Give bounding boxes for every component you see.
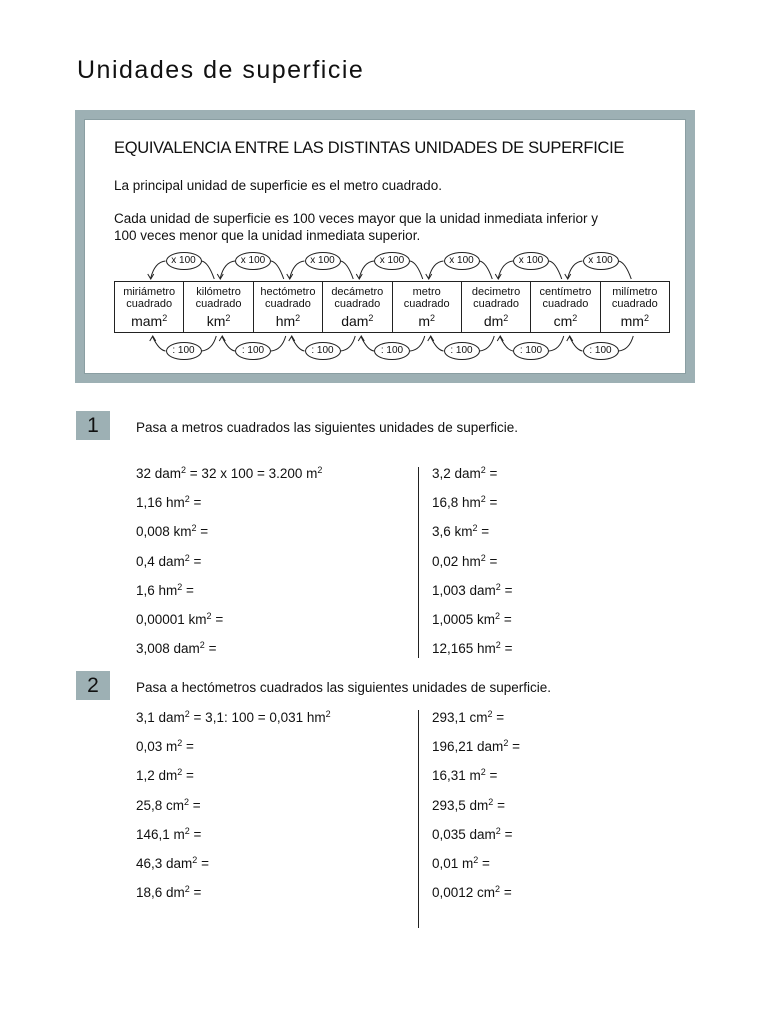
exercise-item: 25,8 $cm^2$ = bbox=[136, 796, 201, 813]
exercise-item: 293,5 $dm^2$ = bbox=[432, 796, 505, 813]
exercise-number: 2 bbox=[76, 671, 110, 700]
divide-arrowhead bbox=[428, 336, 434, 341]
divide-arrow bbox=[480, 336, 495, 351]
divide-label: : 100 bbox=[374, 342, 410, 360]
divide-arrowhead bbox=[567, 336, 573, 341]
unit-name: hectómetro bbox=[260, 285, 316, 298]
divide-arrowhead bbox=[497, 336, 503, 341]
exercise-item: 3,1 dam$^2$ = 3,1: 100 = 0,031 $hm^2$ bbox=[136, 709, 331, 725]
exercise-item: 0,01 $m^2$ = bbox=[432, 855, 490, 871]
multiply-arrow bbox=[619, 261, 632, 279]
unit-word: cuadrado bbox=[542, 298, 589, 310]
exercise-item: 18,6 $dm^2$ = bbox=[136, 884, 202, 901]
divide-label: : 100 bbox=[235, 342, 271, 360]
unit-name: decámetro bbox=[331, 285, 384, 298]
exercise-item: 3,008 dam$^2$ = bbox=[136, 640, 217, 657]
multiply-arrow bbox=[271, 261, 284, 279]
unit-symbol: $dm^2$ bbox=[483, 312, 509, 329]
exercise-item: 1,0005 $km^2$ = bbox=[432, 611, 512, 627]
exercise-item: 1,6 $hm^2$ = bbox=[136, 581, 194, 598]
multiply-arrow bbox=[549, 261, 562, 279]
divide-arrowhead bbox=[150, 336, 156, 341]
divide-label: : 100 bbox=[166, 342, 202, 360]
unit-word: cuadrado bbox=[265, 298, 311, 310]
unit-cell bbox=[601, 282, 669, 332]
exercise-prompt: Pasa a hectómetros cuadrados las siguientes unidades de superficie. bbox=[136, 680, 551, 695]
exercise-prompt: Pasa a metros cuadrados las siguientes unidades de superficie. bbox=[136, 420, 518, 435]
unit-name: centímetro bbox=[539, 285, 592, 298]
divide-label: : 100 bbox=[305, 342, 341, 360]
unit-name: kilómetro bbox=[196, 285, 241, 298]
multiply-label: x 100 bbox=[235, 252, 271, 270]
unit-symbol: $km^2$ bbox=[206, 312, 231, 329]
unit-cell bbox=[462, 282, 531, 332]
divide-arrow bbox=[341, 336, 356, 351]
divide-arrow bbox=[271, 336, 286, 351]
unit-name: miriámetro bbox=[123, 285, 176, 298]
multiply-label: x 100 bbox=[513, 252, 549, 270]
exercise-item: 0,00001 $km^2$ = bbox=[136, 611, 224, 627]
unit-cell bbox=[531, 282, 600, 332]
unit-symbol: $m^2$ bbox=[418, 312, 436, 329]
divide-arrow bbox=[202, 336, 217, 351]
exercise-item: 3,2 dam$^2$ = bbox=[432, 465, 498, 481]
divide-arrowhead bbox=[358, 336, 364, 341]
column-divider bbox=[418, 710, 419, 928]
exercise-item: 46,3 dam$^2$ = bbox=[136, 855, 209, 871]
divide-arrow bbox=[410, 336, 425, 351]
unit-cell bbox=[393, 282, 462, 332]
unit-word: cuadrado bbox=[126, 298, 173, 310]
multiply-arrow bbox=[202, 261, 215, 279]
exercise-item: 12,165 $hm^2$ = bbox=[432, 640, 513, 657]
divide-label: : 100 bbox=[513, 342, 549, 360]
unit-word: cuadrado bbox=[195, 298, 242, 310]
exercise-item: 1,16 $hm^2$ = bbox=[136, 494, 202, 511]
exercise-item: 32 dam$^2$ = 32 x 100 = 3.200 $m^2$ bbox=[136, 465, 323, 481]
box-heading: EQUIVALENCIA ENTRE LAS DISTINTAS UNIDADES DE SUPERFICIE bbox=[114, 139, 625, 157]
unit-symbol: $cm^2$ bbox=[553, 312, 578, 329]
divide-arrow bbox=[549, 336, 564, 351]
multiply-label: x 100 bbox=[374, 252, 410, 270]
box-line-1: La principal unidad de superficie es el metro cuadrado. bbox=[114, 178, 442, 193]
unit-cell bbox=[254, 282, 323, 332]
exercise-item: 0,008 $km^2$ = bbox=[136, 523, 209, 540]
unit-symbol: $hm^2$ bbox=[275, 312, 301, 329]
unit-word: cuadrado bbox=[611, 298, 658, 310]
unit-word: cuadrado bbox=[334, 298, 381, 310]
unit-symbol: dam$^2$ bbox=[341, 312, 374, 329]
unit-name: decimetro bbox=[471, 285, 521, 298]
unit-symbol: $mm^2$ bbox=[620, 312, 649, 329]
unit-cell bbox=[115, 282, 184, 332]
unit-cell bbox=[323, 282, 392, 332]
unit-symbol: mam$^2$ bbox=[131, 312, 168, 329]
unit-table bbox=[114, 281, 670, 333]
unit-word: cuadrado bbox=[403, 298, 450, 310]
unit-name: metro bbox=[412, 285, 441, 298]
exercise-item: 16,31 $m^2$ = bbox=[432, 767, 498, 784]
multiply-arrow bbox=[480, 261, 493, 279]
box-line-2: Cada unidad de superficie es 100 veces mayor que la unidad inmediata inferior y bbox=[114, 211, 599, 226]
divide-arrowhead bbox=[289, 336, 295, 341]
exercise-item: 146,1 $m^2$ = bbox=[136, 825, 202, 842]
divide-label: : 100 bbox=[444, 342, 480, 360]
exercise-item: 0,03 $m^2$ = bbox=[136, 738, 194, 755]
exercise-item: 1,003 dam$^2$ = bbox=[432, 581, 513, 598]
unit-name: milímetro bbox=[612, 285, 658, 298]
multiply-label: x 100 bbox=[583, 252, 619, 270]
multiply-label: x 100 bbox=[166, 252, 202, 270]
exercise-item: 3,6 $km^2$ = bbox=[432, 523, 490, 540]
multiply-arrow bbox=[410, 261, 423, 279]
divide-arrowhead bbox=[219, 336, 225, 341]
page-title: Unidades de superficie bbox=[77, 56, 365, 84]
exercise-item: 1,2 $dm^2$ = bbox=[136, 767, 194, 784]
exercise-number: 1 bbox=[76, 411, 110, 440]
exercise-item: 196,21 dam$^2$ = bbox=[432, 738, 520, 755]
exercise-item: 0,02 $hm^2$ = bbox=[432, 552, 498, 569]
exercise-item: 0,0012 $cm^2$ = bbox=[432, 884, 512, 901]
multiply-label: x 100 bbox=[444, 252, 480, 270]
box-line-3: 100 veces menor que la unidad inmediata superior. bbox=[114, 228, 421, 243]
exercise-item: 0,035 dam$^2$ = bbox=[432, 825, 513, 842]
column-divider bbox=[418, 467, 419, 658]
exercise-item: 16,8 $hm^2$ = bbox=[432, 494, 498, 511]
exercise-item: 0,4 dam$^2$ = bbox=[136, 552, 202, 569]
divide-arrow bbox=[619, 336, 634, 351]
unit-word: cuadrado bbox=[473, 298, 519, 310]
unit-cell bbox=[184, 282, 253, 332]
divide-label: : 100 bbox=[583, 342, 619, 360]
multiply-arrow bbox=[341, 261, 354, 279]
multiply-label: x 100 bbox=[305, 252, 341, 270]
exercise-item: 293,1 $cm^2$ = bbox=[432, 709, 505, 725]
